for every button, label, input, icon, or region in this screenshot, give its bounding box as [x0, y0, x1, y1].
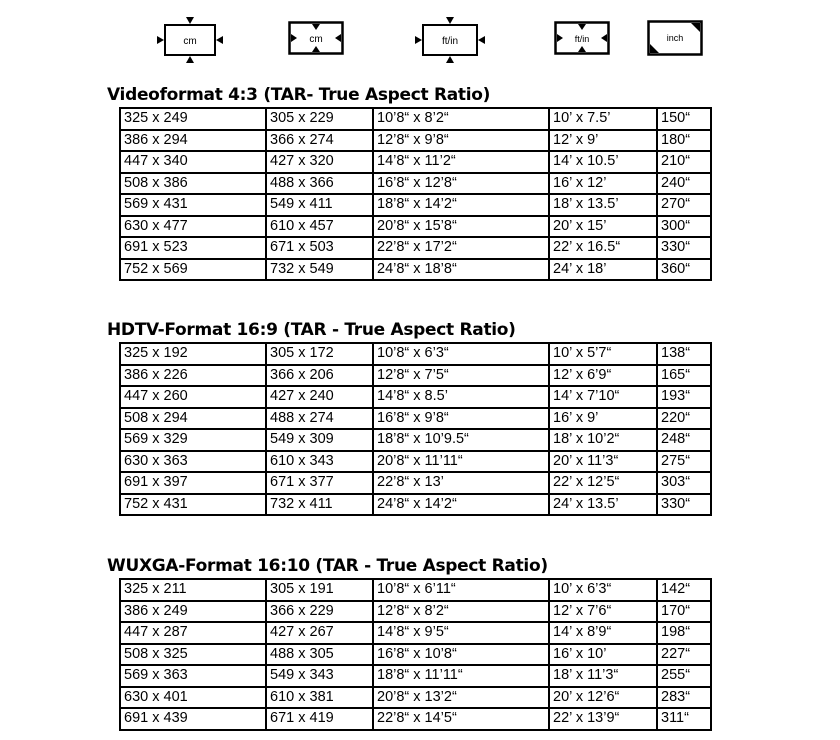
- table-row: [120, 130, 711, 152]
- cell-screen-size-ft-in: 20’8“ x 11’11“: [373, 451, 549, 473]
- cell-diagonal-inch: 330“: [657, 237, 711, 259]
- table-row: [120, 259, 711, 281]
- cell-image-size-ft-in: 24’ x 18’: [549, 259, 657, 281]
- icon-label: ft/in: [441, 36, 459, 47]
- cell-image-size-cm: 427 x 267: [266, 622, 373, 644]
- table-videoformat: [119, 107, 712, 281]
- table-row: [120, 151, 711, 173]
- cell-screen-size-ft-in: 22’8“ x 13’: [373, 472, 549, 494]
- cell-image-size-cm: 366 x 206: [266, 365, 373, 387]
- cell-image-size-cm: 305 x 229: [266, 108, 373, 130]
- cell-screen-size-ft-in: 10’8“ x 6’11“: [373, 579, 549, 601]
- cell-screen-size-ft-in: 12’8“ x 9’8“: [373, 130, 549, 152]
- cell-diagonal-inch: 330“: [657, 494, 711, 516]
- cell-image-size-cm: 427 x 240: [266, 386, 373, 408]
- cell-diagonal-inch: 255“: [657, 665, 711, 687]
- cell-image-size-cm: 610 x 457: [266, 216, 373, 238]
- cell-screen-size-ft-in: 22’8“ x 17’2“: [373, 237, 549, 259]
- cell-screen-size-cm: 508 x 386: [120, 173, 266, 195]
- cell-screen-size-ft-in: 22’8“ x 14’5“: [373, 708, 549, 730]
- cell-image-size-ft-in: 18’ x 13.5’: [549, 194, 657, 216]
- icon-label: cm: [309, 34, 323, 45]
- section-title-hdtv: HDTV-Format 16:9 (TAR - True Aspect Ratio): [107, 320, 516, 340]
- cell-screen-size-ft-in: 18’8“ x 10’9.5“: [373, 429, 549, 451]
- cell-diagonal-inch: 300“: [657, 216, 711, 238]
- cell-diagonal-inch: 311“: [657, 708, 711, 730]
- cell-screen-size-ft-in: 24’8“ x 18’8“: [373, 259, 549, 281]
- cell-screen-size-cm: 569 x 329: [120, 429, 266, 451]
- cell-screen-size-cm: 752 x 431: [120, 494, 266, 516]
- table-row: [120, 108, 711, 130]
- table-row: [120, 194, 711, 216]
- ft-in-inner-frame-icon: [554, 21, 610, 55]
- cell-image-size-ft-in: 12’ x 6’9“: [549, 365, 657, 387]
- cell-diagonal-inch: 303“: [657, 472, 711, 494]
- cell-screen-size-ft-in: 24’8“ x 14’2“: [373, 494, 549, 516]
- table-row: [120, 644, 711, 666]
- cell-image-size-cm: 488 x 366: [266, 173, 373, 195]
- cell-image-size-ft-in: 18’ x 10’2“: [549, 429, 657, 451]
- cell-image-size-cm: 488 x 274: [266, 408, 373, 430]
- cell-diagonal-inch: 210“: [657, 151, 711, 173]
- cell-diagonal-inch: 138“: [657, 343, 711, 365]
- cell-image-size-cm: 305 x 172: [266, 343, 373, 365]
- table-row: [120, 451, 711, 473]
- cm-inner-frame-icon: [288, 21, 344, 55]
- cell-image-size-ft-in: 12’ x 7’6“: [549, 601, 657, 623]
- table-row: [120, 708, 711, 730]
- cell-diagonal-inch: 360“: [657, 259, 711, 281]
- cell-screen-size-cm: 569 x 363: [120, 665, 266, 687]
- cell-screen-size-cm: 569 x 431: [120, 194, 266, 216]
- table-row: [120, 386, 711, 408]
- cell-image-size-ft-in: 24’ x 13.5’: [549, 494, 657, 516]
- cell-screen-size-ft-in: 18’8“ x 11’11“: [373, 665, 549, 687]
- cell-screen-size-cm: 447 x 287: [120, 622, 266, 644]
- table-row: [120, 365, 711, 387]
- table-row: [120, 601, 711, 623]
- icon-label: inch: [666, 33, 684, 43]
- table-wuxga: [119, 578, 712, 731]
- cell-screen-size-ft-in: 20’8“ x 13’2“: [373, 687, 549, 709]
- cell-diagonal-inch: 227“: [657, 644, 711, 666]
- cell-image-size-ft-in: 22’ x 16.5“: [549, 237, 657, 259]
- cell-diagonal-inch: 283“: [657, 687, 711, 709]
- cell-diagonal-inch: 248“: [657, 429, 711, 451]
- cell-image-size-ft-in: 10’ x 5’7“: [549, 343, 657, 365]
- cell-image-size-cm: 671 x 377: [266, 472, 373, 494]
- cell-image-size-cm: 610 x 381: [266, 687, 373, 709]
- cell-screen-size-ft-in: 16’8“ x 12’8“: [373, 173, 549, 195]
- cell-screen-size-ft-in: 16’8“ x 10’8“: [373, 644, 549, 666]
- cell-image-size-ft-in: 20’ x 11’3“: [549, 451, 657, 473]
- cell-screen-size-cm: 752 x 569: [120, 259, 266, 281]
- cell-image-size-cm: 671 x 419: [266, 708, 373, 730]
- cell-image-size-cm: 671 x 503: [266, 237, 373, 259]
- cell-diagonal-inch: 220“: [657, 408, 711, 430]
- cell-image-size-ft-in: 20’ x 15’: [549, 216, 657, 238]
- cell-screen-size-ft-in: 20’8“ x 15’8“: [373, 216, 549, 238]
- cm-outer-frame-icon: [156, 16, 224, 64]
- cell-image-size-cm: 549 x 343: [266, 665, 373, 687]
- cell-screen-size-cm: 386 x 249: [120, 601, 266, 623]
- diagonal-inch-icon: [647, 20, 703, 56]
- table-row: [120, 665, 711, 687]
- section-title-videoformat: Videoformat 4:3 (TAR- True Aspect Ratio): [107, 85, 491, 105]
- cell-image-size-cm: 549 x 309: [266, 429, 373, 451]
- table-row: [120, 494, 711, 516]
- cell-image-size-ft-in: 14’ x 7’10“: [549, 386, 657, 408]
- table-hdtv: [119, 342, 712, 516]
- cell-image-size-cm: 305 x 191: [266, 579, 373, 601]
- cell-screen-size-cm: 325 x 192: [120, 343, 266, 365]
- cell-image-size-ft-in: 16’ x 9’: [549, 408, 657, 430]
- cell-image-size-ft-in: 14’ x 10.5’: [549, 151, 657, 173]
- table-row: [120, 408, 711, 430]
- cell-screen-size-cm: 691 x 397: [120, 472, 266, 494]
- cell-screen-size-cm: 508 x 325: [120, 644, 266, 666]
- cell-screen-size-ft-in: 12’8“ x 8’2“: [373, 601, 549, 623]
- table-row: [120, 687, 711, 709]
- cell-screen-size-cm: 325 x 249: [120, 108, 266, 130]
- cell-image-size-ft-in: 18’ x 11’3“: [549, 665, 657, 687]
- table-row: [120, 237, 711, 259]
- cell-screen-size-cm: 325 x 211: [120, 579, 266, 601]
- cell-image-size-ft-in: 10’ x 7.5’: [549, 108, 657, 130]
- cell-image-size-ft-in: 12’ x 9’: [549, 130, 657, 152]
- cell-diagonal-inch: 142“: [657, 579, 711, 601]
- cell-diagonal-inch: 165“: [657, 365, 711, 387]
- table-row: [120, 343, 711, 365]
- cell-screen-size-cm: 691 x 439: [120, 708, 266, 730]
- cell-diagonal-inch: 180“: [657, 130, 711, 152]
- cell-screen-size-cm: 447 x 260: [120, 386, 266, 408]
- cell-image-size-ft-in: 20’ x 12’6“: [549, 687, 657, 709]
- table-row: [120, 472, 711, 494]
- cell-diagonal-inch: 270“: [657, 194, 711, 216]
- cell-screen-size-ft-in: 14’8“ x 8.5’: [373, 386, 549, 408]
- cell-image-size-ft-in: 16’ x 12’: [549, 173, 657, 195]
- cell-screen-size-cm: 447 x 340: [120, 151, 266, 173]
- cell-image-size-cm: 427 x 320: [266, 151, 373, 173]
- table-row: [120, 216, 711, 238]
- cell-diagonal-inch: 198“: [657, 622, 711, 644]
- table-row: [120, 429, 711, 451]
- cell-screen-size-ft-in: 14’8“ x 11’2“: [373, 151, 549, 173]
- ft-in-outer-frame-icon: [414, 16, 486, 64]
- cell-screen-size-cm: 386 x 294: [120, 130, 266, 152]
- cell-screen-size-ft-in: 18’8“ x 14’2“: [373, 194, 549, 216]
- cell-image-size-ft-in: 22’ x 12’5“: [549, 472, 657, 494]
- cell-screen-size-cm: 630 x 401: [120, 687, 266, 709]
- icon-label: ft/in: [574, 34, 590, 44]
- cell-screen-size-ft-in: 10’8“ x 8’2“: [373, 108, 549, 130]
- cell-image-size-cm: 732 x 549: [266, 259, 373, 281]
- cell-image-size-cm: 610 x 343: [266, 451, 373, 473]
- cell-image-size-ft-in: 16’ x 10’: [549, 644, 657, 666]
- cell-screen-size-cm: 630 x 477: [120, 216, 266, 238]
- cell-image-size-cm: 488 x 305: [266, 644, 373, 666]
- cell-diagonal-inch: 275“: [657, 451, 711, 473]
- cell-screen-size-ft-in: 12’8“ x 7’5“: [373, 365, 549, 387]
- table-row: [120, 173, 711, 195]
- cell-screen-size-ft-in: 14’8“ x 9’5“: [373, 622, 549, 644]
- cell-image-size-cm: 366 x 274: [266, 130, 373, 152]
- table-row: [120, 579, 711, 601]
- cell-screen-size-cm: 691 x 523: [120, 237, 266, 259]
- cell-image-size-cm: 549 x 411: [266, 194, 373, 216]
- cell-screen-size-cm: 386 x 226: [120, 365, 266, 387]
- section-title-wuxga: WUXGA-Format 16:10 (TAR - True Aspect Ratio): [107, 556, 548, 576]
- cell-image-size-cm: 366 x 229: [266, 601, 373, 623]
- icon-label: cm: [183, 36, 197, 47]
- cell-image-size-ft-in: 10’ x 6’3“: [549, 579, 657, 601]
- table-row: [120, 622, 711, 644]
- cell-image-size-ft-in: 22’ x 13’9“: [549, 708, 657, 730]
- cell-diagonal-inch: 170“: [657, 601, 711, 623]
- cell-screen-size-cm: 630 x 363: [120, 451, 266, 473]
- cell-image-size-cm: 732 x 411: [266, 494, 373, 516]
- cell-diagonal-inch: 193“: [657, 386, 711, 408]
- cell-image-size-ft-in: 14’ x 8’9“: [549, 622, 657, 644]
- cell-screen-size-ft-in: 16’8“ x 9’8“: [373, 408, 549, 430]
- cell-screen-size-cm: 508 x 294: [120, 408, 266, 430]
- cell-screen-size-ft-in: 10’8“ x 6’3“: [373, 343, 549, 365]
- cell-diagonal-inch: 240“: [657, 173, 711, 195]
- cell-diagonal-inch: 150“: [657, 108, 711, 130]
